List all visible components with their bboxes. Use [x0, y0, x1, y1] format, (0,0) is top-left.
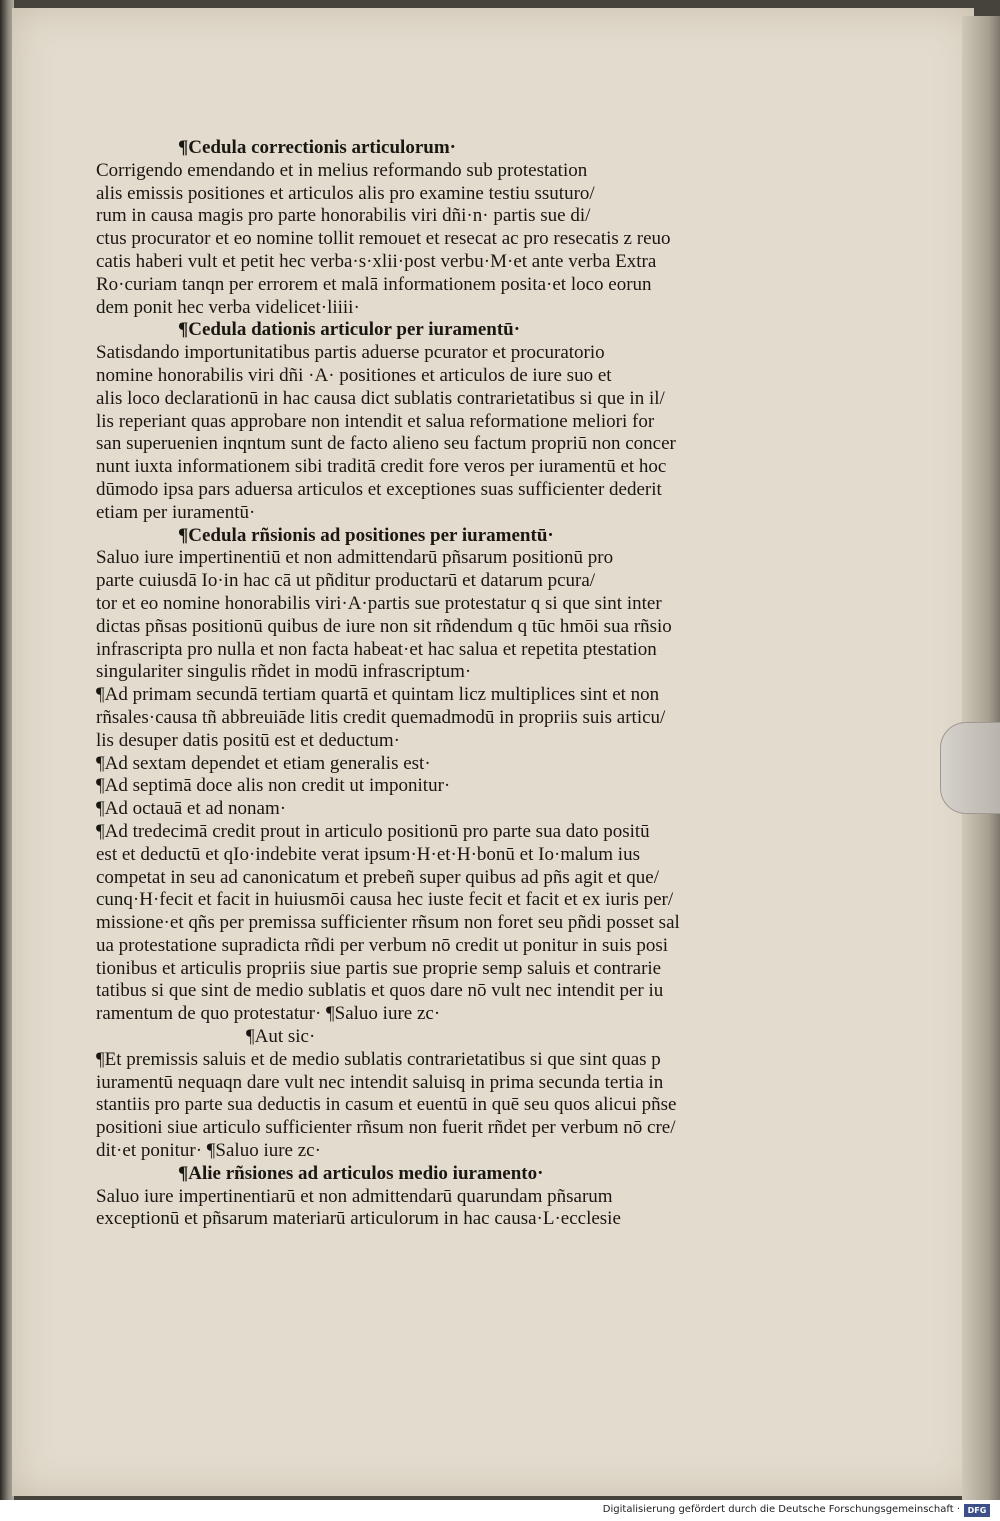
- text-line: rñsales·causa tñ abbreuiāde litis credit quemadmodū in propriis suis articu/: [96, 706, 666, 728]
- text-line: ¶Aut sic·: [246, 1026, 316, 1048]
- text-line: lis desuper datis positū est et deductum·: [96, 729, 400, 751]
- text-line: dit·et ponitur· ¶Saluo iure zc·: [96, 1140, 321, 1162]
- text-line: Satisdando importunitatibus partis aduerse pcurator et procuratorio: [96, 342, 605, 364]
- text-line: rum in causa magis pro parte honorabilis viri dñi·n· partis sue di/: [96, 205, 591, 227]
- page-clip: [940, 722, 1000, 814]
- text-line: parte cuiusdā Io·in hac cā ut pñditur productarū et datarum pcura/: [96, 570, 596, 592]
- text-line: est et deductū et qIo·indebite verat ipsum·H·et·H·bonū et Io·malum ius: [96, 843, 640, 865]
- text-line: ¶Cedula dationis articulor per iuramentū·: [178, 319, 521, 341]
- text-line: exceptionū et pñsarum materiarū articulorum in hac causa·L·ecclesie: [96, 1208, 621, 1230]
- text-line: Ro·curiam tanqn per errorem et malā informationem posita·et loco eorun: [96, 273, 652, 295]
- text-line: ¶Ad sextam dependet et etiam generalis est·: [96, 752, 431, 774]
- text-line: ¶Et premissis saluis et de medio sublatis contrarietatibus si que sint quas p: [96, 1048, 661, 1070]
- text-line: ¶Ad primam secundā tertiam quartā et quintam licz multiplices sint et non: [96, 684, 660, 706]
- text-line: cunq·H·fecit et facit in huiusmōi causa hec iuste fecit et facit et ex iuris per/: [96, 889, 674, 911]
- text-line: iuramentū nequaqn dare vult nec intendit saluisq in prima secunda tertia in: [96, 1071, 664, 1093]
- funding-credit: Digitalisierung gefördert durch die Deutsche Forschungsgemeinschaft ·: [602, 1504, 960, 1515]
- text-line: nunt iuxta informationem sibi traditā credit fore veros per iuramentū et hoc: [96, 456, 667, 478]
- text-line: tor et eo nomine honorabilis viri·A·partis sue protestatur q si que sint inter: [96, 592, 662, 614]
- text-line: ua protestatione supradicta rñdi per verbum nō credit ut ponitur in suis posi: [96, 934, 668, 956]
- text-line: dem ponit hec verba videlicet·liiii·: [96, 296, 360, 318]
- footer-bar: [0, 1500, 1000, 1521]
- text-line: Saluo iure impertinentiarū et non admittendarū quarundam pñsarum: [96, 1185, 613, 1207]
- text-line: ¶Ad septimā doce alis non credit ut imponitur·: [96, 775, 451, 797]
- text-line: singulariter singulis rñdet in modū infrascriptum·: [96, 661, 472, 683]
- text-line: ramentum de quo protestatur· ¶Saluo iure zc·: [96, 1003, 441, 1025]
- text-line: Corrigendo emendando et in melius reformando sub protestation: [96, 159, 588, 181]
- text-line: positioni siue articulo sufficienter rñsum non fuerit rñdet per verbum nō cre/: [96, 1117, 676, 1139]
- text-line: ¶Ad tredecimā credit prout in articulo positionū pro parte sua dato positū: [96, 820, 650, 842]
- text-line: stantiis pro parte sua deductis in casum et euentū in quē seu quos alicui pñse: [96, 1094, 677, 1116]
- text-line: ¶Alie rñsiones ad articulos medio iuramento·: [178, 1162, 544, 1184]
- text-line: lis reperiant quas approbare non intendit et salua reformatione meliori for: [96, 410, 655, 432]
- text-line: dictas pñsas positionū quibus de iure non sit rñdendum q tūc hmōi sua rñsio: [96, 615, 672, 637]
- text-line: ¶Cedula correctionis articulorum·: [178, 137, 456, 158]
- text-line: etiam per iuramentū·: [96, 501, 256, 523]
- text-line: infrascripta pro nulla et non facta habeat·et hac salua et repetita ptestation: [96, 638, 657, 660]
- text-block: [96, 137, 756, 1231]
- text-line: ¶Cedula rñsionis ad positiones per iuramentū·: [178, 524, 554, 546]
- text-line: tionibus et articulis propriis siue partis sue proprie semp saluis et contrarie: [96, 957, 662, 979]
- text-line: Saluo iure impertinentiū et non admittendarū pñsarum positionū pro: [96, 547, 614, 569]
- text-line: alis emissis positiones et articulos alis pro examine testiu ssuturo/: [96, 182, 595, 204]
- dfg-logo-icon: DFG: [964, 1504, 990, 1517]
- text-line: nomine honorabilis viri dñi ·A· positiones et articulos de iure suo et: [96, 364, 612, 386]
- text-line: catis haberi vult et petit hec verba·s·xlii·post verbu·M·et ante verba Extra: [96, 250, 657, 272]
- text-line: dūmodo ipsa pars aduersa articulos et exceptiones suas sufficienter dederit: [96, 478, 662, 500]
- text-line: ¶Ad octauā et ad nonam·: [96, 798, 287, 820]
- text-line: tatibus si que sint de medio sublatis et quos dare nō vult nec intendit per iu: [96, 980, 664, 1002]
- text-line: san superuenien inqntum sunt de facto alieno seu factum propriū non concer: [96, 433, 676, 455]
- text-line: missione·et qñs per premissa sufficienter rñsum non foret seu pñdi posset sal: [96, 912, 680, 934]
- text-line: competat in seu ad canonicatum et prebeñ super quibus ad pñs agit et que/: [96, 866, 659, 888]
- text-line: ctus procurator et eo nomine tollit remouet et resecat ac pro resecatis z reuo: [96, 228, 671, 250]
- text-line: alis loco declarationū in hac causa dict sublatis contrarietatibus si que in il/: [96, 387, 665, 409]
